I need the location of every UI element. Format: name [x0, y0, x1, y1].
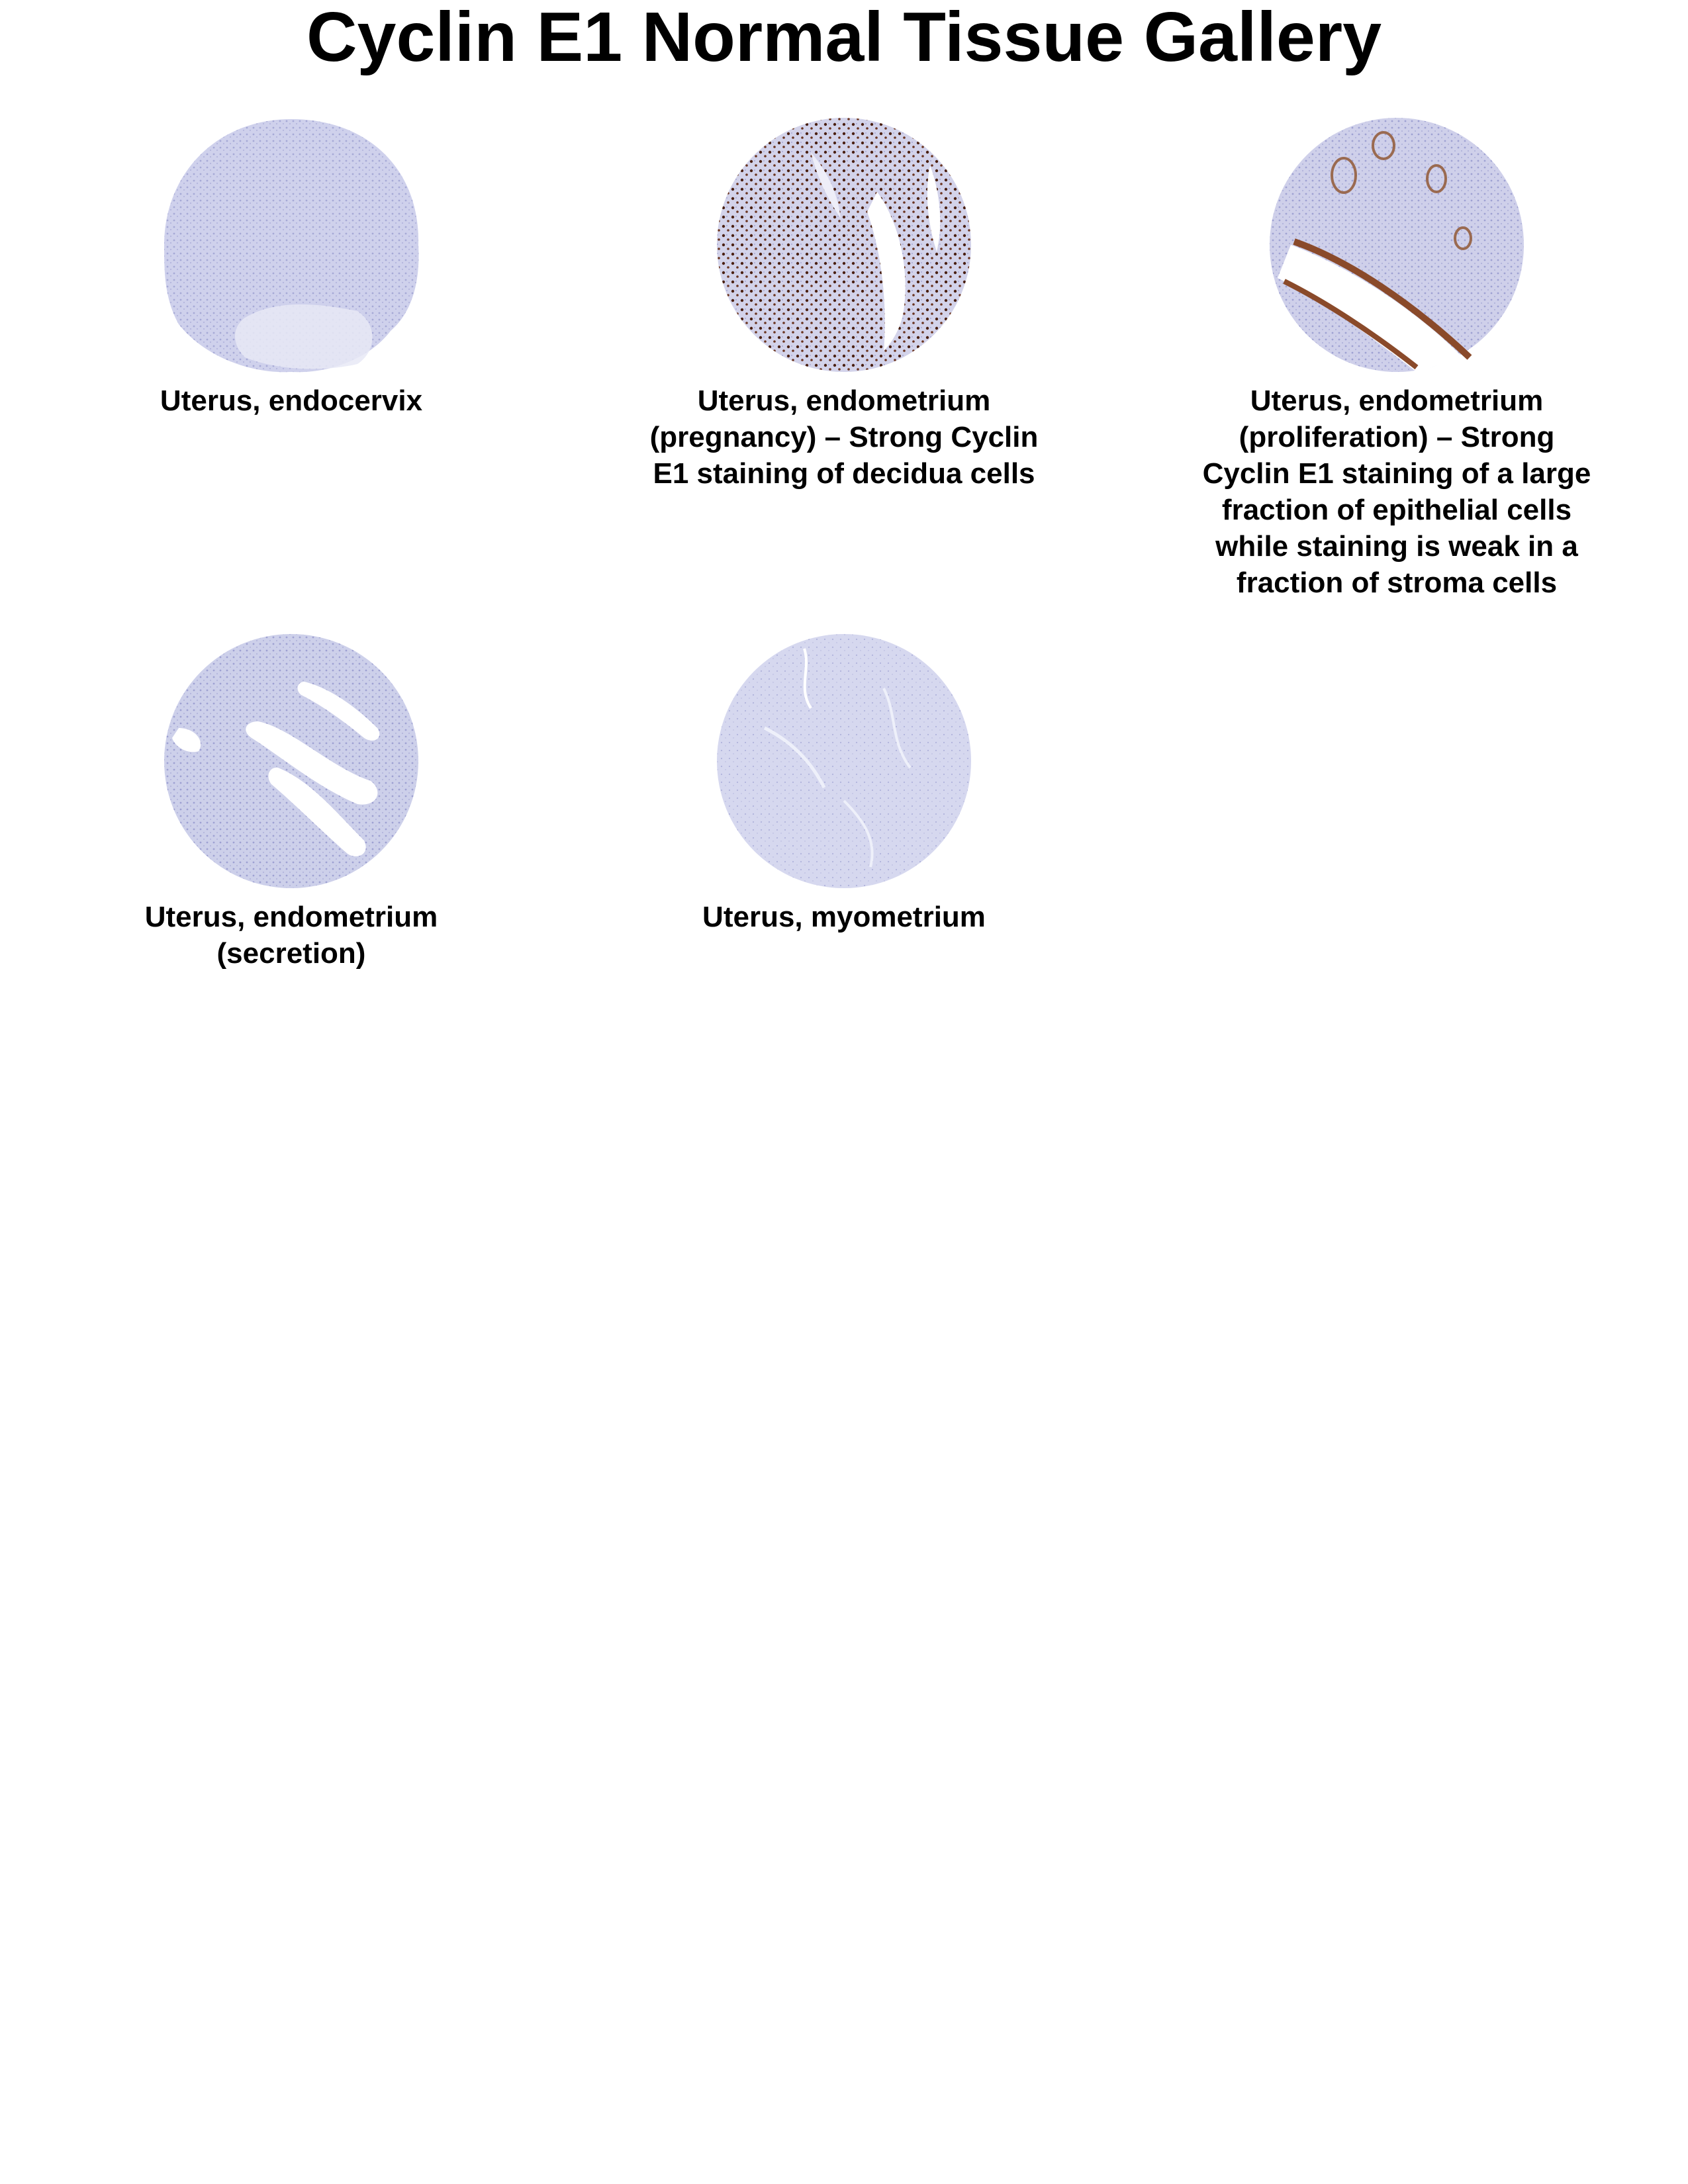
tissue-tile-myometrium [645, 629, 1043, 935]
tissue-caption: Uterus, endocervix [160, 385, 423, 417]
tissue-caption: Uterus, endometrium (secretion) [144, 901, 438, 970]
tissue-core-image [712, 113, 976, 377]
tissue-core-image [159, 113, 424, 377]
tissue-caption: Uterus, endometrium (proliferation) – Strong Cyclin E1 staining of a large fraction of epithelial cells while staining is weak in a fraction of stroma cells [1202, 385, 1591, 599]
tissue-core-image [712, 629, 976, 893]
tissue-tile-endometrium-pregnancy [645, 113, 1043, 492]
tissue-core-svg [712, 113, 976, 377]
tissue-tile-endometrium-secretion [93, 629, 490, 972]
tissue-core-svg [159, 629, 424, 893]
tissue-caption: Uterus, endometrium (pregnancy) – Strong Cyclin E1 staining of decidua cells [649, 385, 1039, 490]
tissue-core-image [1264, 113, 1529, 377]
tissue-core-svg [712, 629, 976, 893]
tissue-tile-endocervix [93, 113, 490, 419]
tissue-core-svg [1264, 113, 1529, 377]
tissue-caption: Uterus, myometrium [702, 901, 986, 933]
tissue-tile-endometrium-proliferation [1198, 113, 1595, 601]
tissue-core-image [159, 629, 424, 893]
tissue-core-svg [159, 113, 424, 377]
page-title: Cyclin E1 Normal Tissue Gallery [306, 0, 1382, 76]
